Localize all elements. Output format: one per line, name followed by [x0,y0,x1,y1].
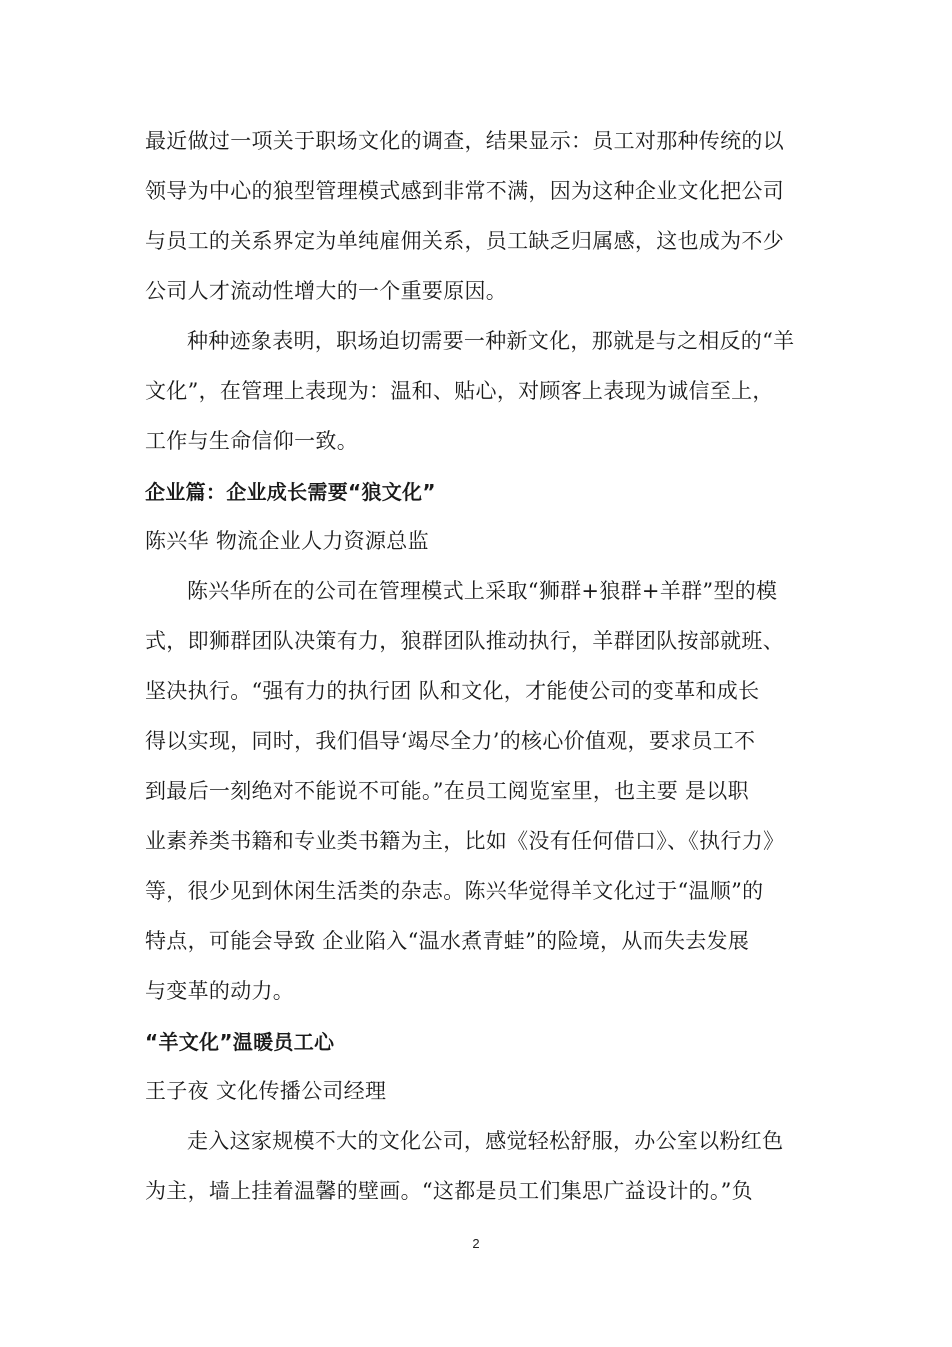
paragraph-line: 工作与生命信仰一致。 [145,429,358,453]
paragraph-line: 特点，可能会导致 企业陷入“温水煮青蛙”的险境，从而失去发展 [145,929,750,953]
byline: 陈兴华 物流企业人力资源总监 [145,529,429,553]
paragraph-line: 业素养类书籍和专业类书籍为主，比如《没有任何借口》、《执行力》 [145,829,785,853]
section-heading: 企业篇：企业成长需要“狼文化” [145,480,436,504]
paragraph-line: 种种迹象表明，职场迫切需要一种新文化，那就是与之相反的“羊 [187,329,795,353]
paragraph-line: 与员工的关系界定为单纯雇佣关系，员工缺乏归属感，这也成为不少 [145,229,784,253]
paragraph-line: 最近做过一项关于职场文化的调查，结果显示：员工对那种传统的以 [145,129,784,153]
paragraph-line: 等，很少见到休闲生活类的杂志。陈兴华觉得羊文化过于“温顺”的 [145,879,764,903]
page-number: 2 [472,1236,480,1251]
paragraph-line: 到最后一刻绝对不能说不可能。”在员工阅览室里，也主要 是以职 [145,779,749,803]
byline: 王子夜 文化传播公司经理 [145,1079,387,1103]
section-heading: “羊文化”温暖员工心 [145,1030,335,1054]
paragraph-line: 与变革的动力。 [145,979,295,1003]
paragraph-line: 文化”，在管理上表现为：温和、贴心，对顾客上表现为诚信至上， [145,379,774,403]
paragraph-line: 公司人才流动性增大的一个重要原因。 [145,279,508,303]
paragraph-line: 为主，墙上挂着温馨的壁画。“这都是员工们集思广益设计的。”负 [145,1179,753,1203]
paragraph-line: 领导为中心的狼型管理模式感到非常不满，因为这种企业文化把公司 [145,179,784,203]
paragraph-line: 得以实现，同时，我们倡导‘竭尽全力’的核心价值观，要求员工不 [145,729,756,753]
paragraph-line: 走入这家规模不大的文化公司，感觉轻松舒服，办公室以粉红色 [187,1129,784,1153]
paragraph-line: 陈兴华所在的公司在管理模式上采取“狮群+狼群+羊群”型的模 [187,579,778,603]
paragraph-line: 式，即狮群团队决策有力，狼群团队推动执行，羊群团队按部就班、 [145,629,784,653]
paragraph-line: 坚决执行。“强有力的执行团 队和文化，才能使公司的变革和成长 [145,679,760,703]
